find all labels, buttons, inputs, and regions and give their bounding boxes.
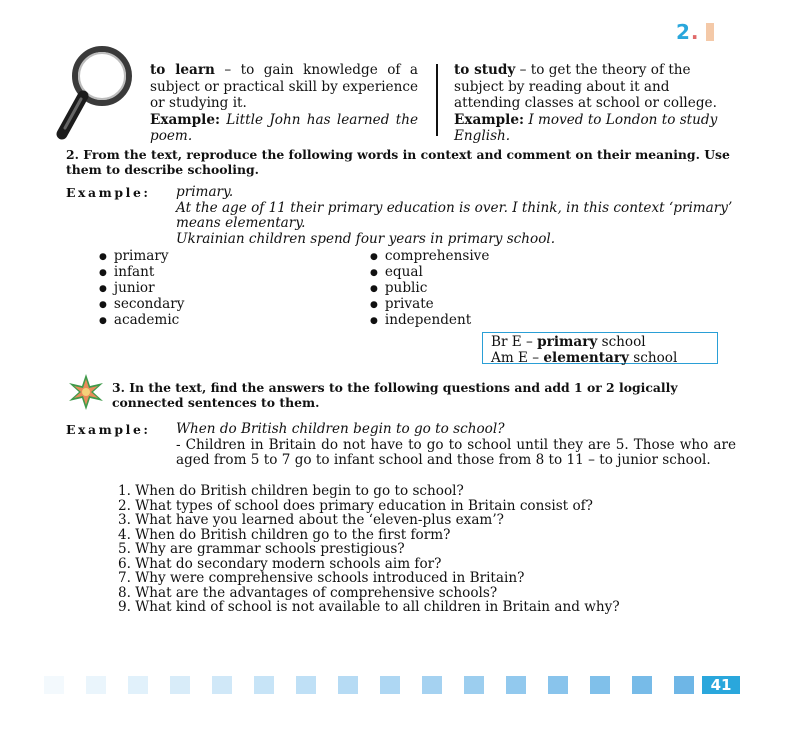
am-suffix: school — [628, 349, 678, 366]
list-item: ● equal — [370, 265, 489, 281]
decor-square — [380, 676, 400, 694]
list-item: 9. What kind of school is not available to all children in Britain and why? — [118, 599, 620, 615]
page-number: 41 — [702, 676, 740, 694]
list-item: 2. What types of school does primary education in Britain consist of? — [118, 497, 593, 514]
br-suffix: school — [597, 334, 646, 350]
list-item: ● secondary — [99, 297, 184, 313]
definition-learn — [150, 62, 418, 145]
am-bold: elementary — [543, 349, 629, 366]
section-dot: . — [690, 20, 700, 44]
example-text-study: I moved to London to study English. — [454, 111, 718, 145]
decor-square — [212, 676, 232, 694]
br-am-note-box — [482, 332, 718, 364]
list-item: 1. When do British children begin to go to school? — [118, 483, 464, 499]
decor-square — [422, 676, 442, 694]
section-bar — [706, 23, 714, 41]
word-list-right — [370, 249, 489, 329]
list-item: 8. What are the advantages of comprehensive schools? — [118, 584, 498, 601]
term-study: to study — [454, 62, 516, 78]
section-badge — [676, 20, 714, 44]
decor-square — [674, 676, 694, 694]
br-prefix: Br E – — [491, 334, 538, 350]
example-label-task3: Example: — [66, 422, 151, 437]
decor-square — [590, 676, 610, 694]
list-item: ● junior — [99, 281, 184, 297]
decor-square — [296, 676, 316, 694]
am-line — [491, 351, 717, 367]
term-learn: to learn — [150, 62, 215, 78]
decor-square — [254, 676, 274, 694]
example-text-learn: Little John has learned the poem. — [150, 111, 418, 145]
am-prefix: Am E – — [491, 349, 544, 366]
definitions-divider — [436, 64, 438, 136]
decor-square — [44, 676, 64, 694]
list-item: ● academic — [99, 313, 184, 329]
decor-square — [170, 676, 190, 694]
magnifying-glass-icon — [48, 40, 144, 144]
decor-square — [548, 676, 568, 694]
list-item: 5. Why are grammar schools prestigious? — [118, 541, 405, 557]
decor-square — [464, 676, 484, 694]
list-item: 7. Why were comprehensive schools introduced in Britain? — [118, 570, 525, 586]
question-list — [118, 484, 738, 615]
list-item: 6. What do secondary modern schools aim for? — [118, 555, 442, 572]
example-task2 — [176, 185, 736, 247]
definition-study-text: – to get the theory of the subject by reading about it and attending classes at school or college. — [454, 62, 717, 112]
example-line-2: Ukrainian children spend four years in primary school. — [176, 230, 556, 247]
example-question: When do British children begin to go to school? — [176, 421, 505, 437]
example-word: primary. — [176, 184, 234, 200]
decor-square — [86, 676, 106, 694]
list-item: 4. When do British children go to the first form? — [118, 526, 451, 543]
list-item: ● primary — [99, 249, 184, 265]
br-bold: primary — [537, 334, 598, 350]
list-item: ● public — [370, 281, 489, 297]
list-item: ● private — [370, 297, 489, 313]
task-2-instruction: 2. From the text, reproduce the following words in context and comment on their meaning. Use them to describe schooling. — [66, 147, 730, 177]
definition-study — [454, 62, 726, 145]
example-line-1: At the age of 11 their primary education is over. I think, in this context ‘primary’ means elementary. — [176, 199, 733, 232]
definition-learn-text: – to gain knowledge of a subject or practical skill by experience or studying it. — [150, 62, 418, 112]
section-number: 2 — [676, 20, 691, 44]
decor-square — [128, 676, 148, 694]
example-answer: - Children in Britain do not have to go to school until they are 5. Those who are aged from 5 to 7 go to infant school and those from 8 to 11 – to junior school. — [176, 436, 736, 469]
decor-square — [632, 676, 652, 694]
list-item: ● independent — [370, 313, 489, 329]
example-label-learn: Example: — [150, 111, 220, 128]
list-item: 3. What have you learned about the ‘eleven-plus exam’? — [118, 512, 504, 528]
star-icon — [66, 372, 106, 412]
list-item: ● comprehensive — [370, 249, 489, 265]
br-line — [491, 335, 717, 351]
decor-square — [506, 676, 526, 694]
example-label-study: Example: — [454, 111, 524, 128]
word-list-left — [99, 249, 184, 329]
example-label-task2: Example: — [66, 185, 151, 200]
list-item: ● infant — [99, 265, 184, 281]
decor-square — [338, 676, 358, 694]
task-3-instruction: 3. In the text, find the answers to the following questions and add 1 or 2 logically connected sentences to them. — [112, 380, 678, 410]
example-task3 — [176, 422, 736, 469]
